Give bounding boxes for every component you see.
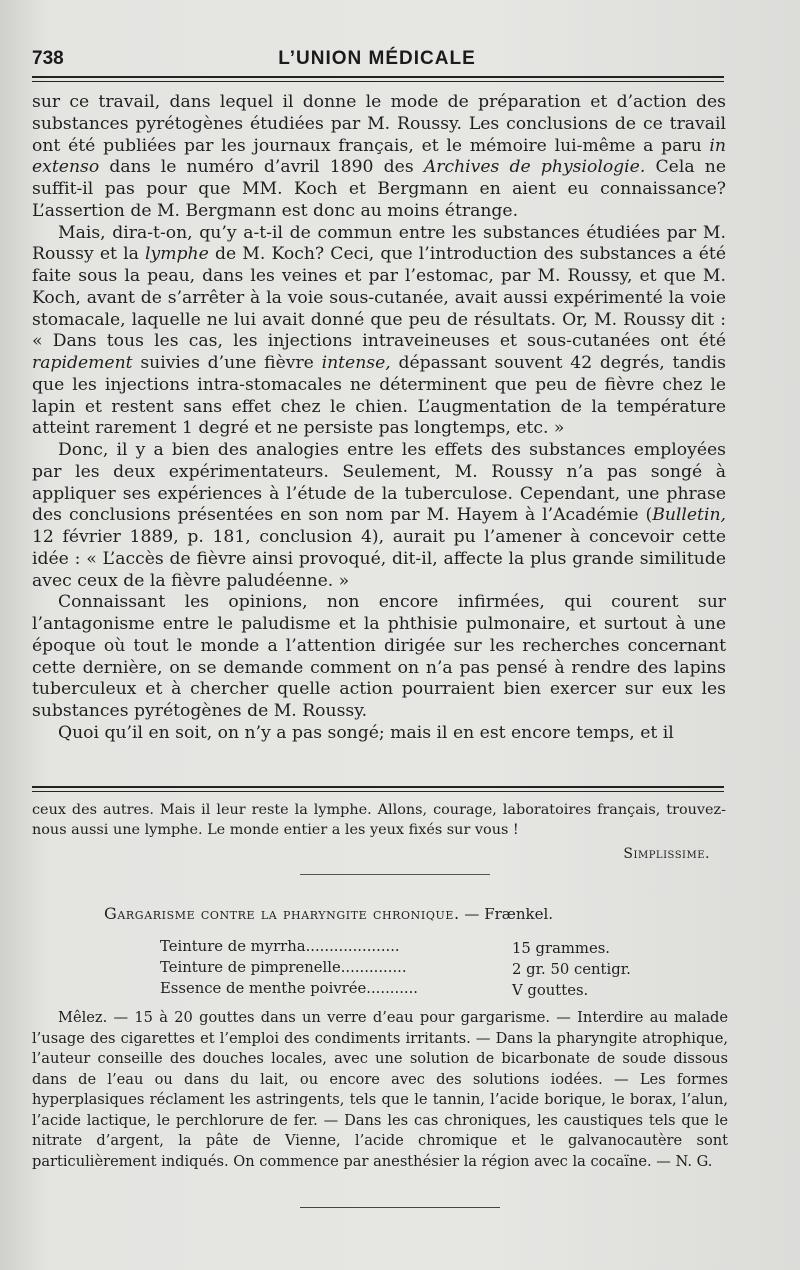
ingredient-name: Teinture de pimprenelle.............. [160, 959, 407, 976]
paragraph: Connaissant les opinions, non encore infirmées, qui courent sur l’antagonisme entre le paludisme et la phthisie pulmonaire, et surtout à une époque où tout le monde a l’attention dirigée sur les recherches concernant cette dernière, on se demande comment on n’a pas pensé à rendre des lapins tuberculeux et à chercher quelle action pourraient bien exercer sur eux les substances pyrétogènes de M. Roussy. [32, 592, 726, 721]
ingredient-quantity: V gouttes. [512, 982, 589, 999]
paragraph: sur ce travail, dans lequel il donne le mode de préparation et d’action des substances pyrétogènes étudiées par M. Roussy. Les conclusions de ce travail ont été publiées par les journaux français, et le mémoire lui-même a paru in extenso dans le numéro d’avril 1890 des Archives de physiologie. Cela ne suffit-il pas pour que MM. Koch et Bergmann en aient eu connaissance? L’assertion de M. Bergmann est donc au moins étrange. [32, 92, 727, 221]
italic-text: in extenso [32, 135, 726, 178]
recipe-instructions-text: Mêlez. — 15 à 20 gouttes dans un verre d’eau pour gargarisme. — Interdire au malade l’usage des cigarettes et l’emploi des condiments irritants. — Dans la pharyngite atrophique, l’auteur conseille des douches locales, avec une solution de bicarbonate de soude dissous dans de l’eau ou dans du lait, ou encore avec des solutions iodées. — Les formes hyperplasiques réclament les astringents, tels que le tannin, l’acide borique, le borax, l’alun, l’acide lactique, le perchlorure de fer. — Dans les cas chroniques, les caustiques tels que le nitrate d’argent, la pâte de Vienne, l’acide chromique et le galvanocautère sont particulièrement indiqués. On commence par anesthésier la région avec la cocaïne. — N. G. [32, 1009, 728, 1170]
recipe-author: — Frænkel. [459, 905, 554, 923]
page-number: 738 [32, 48, 64, 69]
header-rule-thick [32, 76, 724, 78]
ingredient-name: Essence de menthe poivrée........... [160, 980, 419, 997]
section-divider-thick [32, 786, 724, 788]
ingredient-name: Teinture de myrrha.................... [160, 938, 400, 955]
recipe-title [104, 904, 704, 923]
paragraph: Donc, il y a bien des analogies entre les effets des substances employées par les deux expérimentateurs. Seulement, M. Roussy n’a pas songé à appliquer ses expériences à l’étude de la tuberculose. Cependant, une phrase des conclusions présentées en son nom par M. Hayem à l’Académie (Bulletin, 12 février 1889, p. 181, conclusion 4), aurait pu l’amener à concevoir cette idée : « L’accès de fièvre ainsi provoqué, dit-il, affecte la plus grande similitude avec ceux de la fièvre paludéenne. » [32, 440, 726, 591]
footnote-signature: Simplissime. [623, 846, 710, 862]
italic-text: Archives de physiologie. [423, 157, 646, 178]
page-header [32, 44, 722, 78]
article-body [32, 92, 726, 745]
paragraph: Quoi qu’il en soit, on n’y a pas songé; mais il en est encore temps, et il [58, 722, 674, 743]
journal-title: L’UNION MÉDICALE [278, 48, 476, 69]
ingredient-quantity: 2 gr. 50 centigr. [512, 961, 631, 978]
ingredient-quantity: 15 grammes. [512, 940, 611, 957]
short-divider [300, 874, 490, 875]
italic-text: intense, [321, 353, 391, 373]
end-divider [300, 1207, 500, 1208]
footnote [32, 800, 726, 840]
recipe-instructions [32, 1008, 728, 1172]
paragraph: Mais, dira-t-on, qu’y a-t-il de commun entre les substances étudiées par M. Roussy et la lymphe de M. Koch? Ceci, que l’introduction des substances a été faite sous la peau, dans les veines et par l’estomac, par M. Roussy, et que M. Koch, avant de s’arrêter à la voie sous-cutanée, avait aussi expérimenté la voie stomacale, laquelle ne lui avait donné que peu de résultats. Or, M. Roussy dit : « Dans tous les cas, les injections intraveineuses et sous-cutanées ont été rapidement suivies d’une fièvre intense, dépassant souvent 42 degrés, tandis que les injections intra-stomacales ne déterminent que peu de fièvre chez le lapin et restent sans effet chez le chien. L’augmentation de la température atteint rarement 1 degré et ne persiste pas longtemps, etc. » [32, 222, 726, 439]
header-rule-thin [32, 81, 724, 82]
italic-text: Bulletin, [652, 505, 726, 526]
footnote-text: ceux des autres. Mais il leur reste la lymphe. Allons, courage, laboratoires français, trouvez-nous aussi une lymphe. Le monde entier a les yeux fixés sur vous ! [32, 802, 726, 838]
recipe-title-text: Gargarisme contre la pharyngite chronique. [104, 904, 460, 923]
italic-text: lymphe [145, 244, 209, 265]
italic-text: rapidement [32, 353, 133, 373]
section-divider-thin [32, 791, 724, 792]
